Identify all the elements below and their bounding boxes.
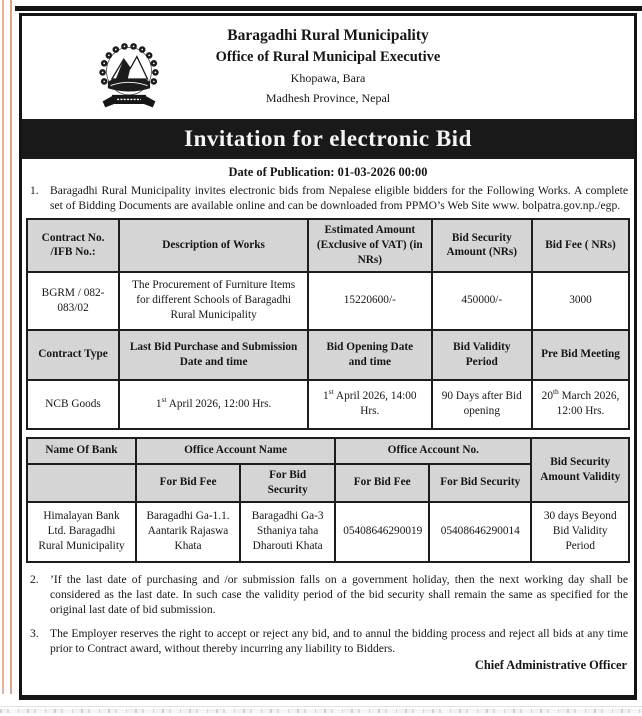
col-header-for-bid-fee: For Bid Fee (335, 464, 429, 502)
security-account-name-cell: Baragadhi Ga-3 Sthaniya taha Dharouti Khata (240, 502, 335, 562)
estimated-amount-cell: 15220600/- (308, 272, 431, 330)
col-header: Bid Fee ( NRs) (532, 219, 629, 272)
col-header: Description of Works (119, 219, 308, 272)
note-3 (26, 626, 630, 656)
note-number: 2. (30, 572, 39, 586)
bank-table-data-row (27, 502, 629, 562)
note-1 (26, 183, 630, 213)
pre-bid-meeting-cell: 20th March 2026, 12:00 Hrs. (532, 380, 629, 429)
description-cell: The Procurement of Furniture Items for different Schools of Baragadhi Rural Municipality (119, 272, 308, 330)
organization-name: Baragadhi Rural Municipality (227, 27, 429, 44)
scan-edge-line (2, 0, 4, 694)
works-table (26, 218, 630, 430)
col-header-account-no: Office Account No. (335, 438, 531, 464)
document-body (22, 165, 634, 673)
top-border-rule (15, 6, 642, 11)
document-title: Invitation for electronic Bid (184, 126, 472, 151)
col-header-for-bid-fee: For Bid Fee (136, 464, 240, 502)
works-table-data-row-1 (27, 272, 629, 330)
contract-no-cell: BGRM / 082-083/02 (27, 272, 119, 330)
bank-table-header-row-1 (27, 438, 629, 464)
note-number: 3. (30, 626, 39, 640)
address-line-1: Khopawa, Bara (290, 71, 366, 85)
document-frame (19, 13, 637, 700)
security-account-no-cell: 05408646290014 (429, 502, 531, 562)
bid-opening-cell: 1st April 2026, 14:00 Hrs. (308, 380, 431, 429)
scan-edge-line (10, 0, 12, 694)
col-header-account-name: Office Account Name (136, 438, 335, 464)
col-header-validity: Bid Security Amount Validity (531, 438, 629, 502)
col-header-for-bid-security: For Bid Security (429, 464, 531, 502)
contract-type-cell: NCB Goods (27, 380, 119, 429)
note-text: Baragadhi Rural Municipality invites electronic bids from Nepalese eligible bidders for the Following Works. A complete set of Bidding Documents are available online and can be downloaded from PPMO’s Web Site www. bolpatra.gov.np./egp. (50, 184, 628, 213)
publication-date-line: Date of Publication: 01-03-2026 00:00 (228, 165, 428, 179)
works-table-header-row-1 (27, 219, 629, 272)
address-line-2: Madhesh Province, Nepal (265, 91, 391, 105)
letterhead (22, 16, 634, 119)
col-header-for-bid-security: For Bid Security (240, 464, 335, 502)
col-header: Bid Opening Date and time (308, 330, 431, 380)
works-table-header-row-2 (27, 330, 629, 380)
document-title-banner (22, 119, 634, 159)
bank-table (26, 437, 630, 563)
note-text: ’If the last date of purchasing and /or submission falls on a government holiday, then the next working day shall be considered as the last date. In such case the validity period of the bid security shall remain the same as specified for the original last date of bid submission. (50, 572, 628, 616)
nepal-coat-of-arms-emblem (96, 38, 162, 116)
col-header: Contract No. /IFB No.: (27, 219, 119, 272)
col-header: Pre Bid Meeting (532, 330, 629, 380)
col-header: Bid Security Amount (NRs) (432, 219, 533, 272)
cropped-text-artifact (0, 709, 642, 713)
last-bid-purchase-cell: 1st April 2026, 12:00 Hrs. (119, 380, 308, 429)
col-header: Estimated Amount (Exclusive of VAT) (in NRs) (308, 219, 431, 272)
signatory-title: Chief Administrative Officer (474, 657, 627, 672)
col-header: Bid Validity Period (432, 330, 533, 380)
note-2 (26, 572, 630, 617)
fee-account-no-cell: 05408646290019 (335, 502, 429, 562)
works-table-data-row-2 (27, 380, 629, 429)
col-header: Last Bid Purchase and Submission Date and time (119, 330, 308, 380)
office-name: Office of Rural Municipal Executive (215, 49, 441, 65)
fee-account-name-cell: Baragadhi Ga-1.1. Aantarik Rajaswa Khata (136, 502, 240, 562)
note-text: The Employer reserves the right to accept or reject any bid, and to annul the bidding process and reject all bids at any time prior to Contract award, without thereby incurring any liability to Bidders. (50, 626, 628, 655)
validity-cell: 30 days Beyond Bid Validity Period (531, 502, 629, 562)
note-number: 1. (30, 184, 39, 197)
bank-name-cell: Himalayan Bank Ltd. Baragadhi Rural Municipality (27, 502, 136, 562)
col-header-bank: Name Of Bank (27, 438, 136, 464)
bid-validity-cell: 90 Days after Bid opening (432, 380, 533, 429)
bid-fee-cell: 3000 (532, 272, 629, 330)
scan-crop-hairline (0, 706, 642, 707)
col-header: Contract Type (27, 330, 119, 380)
col-header-empty (27, 464, 136, 502)
bid-security-cell: 450000/- (432, 272, 533, 330)
